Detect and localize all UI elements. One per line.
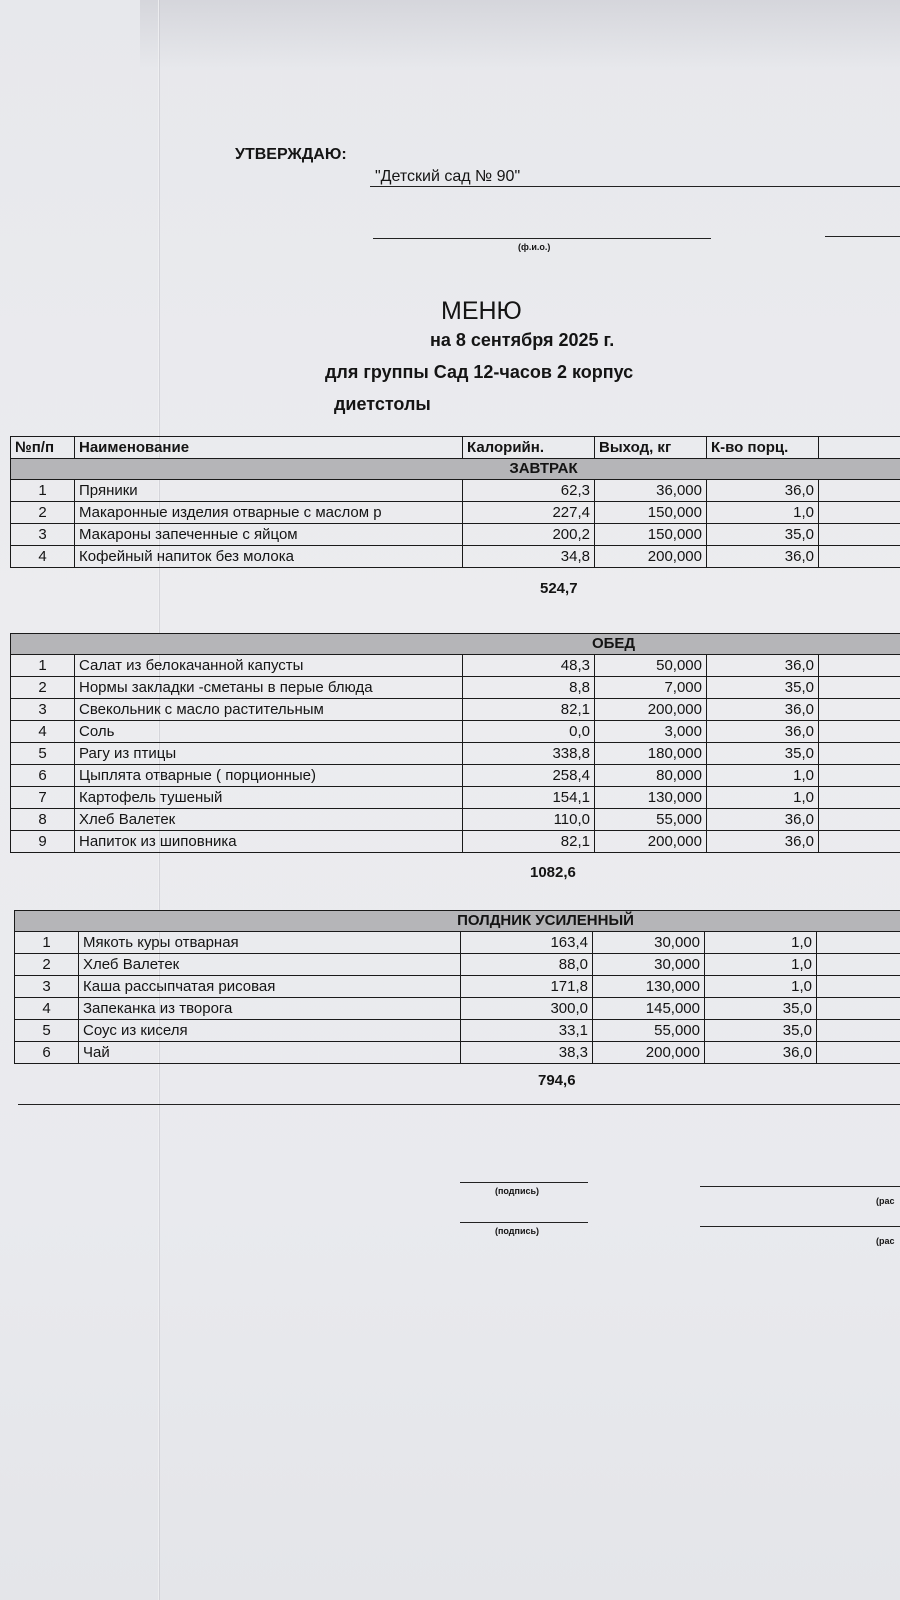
row-yield: 36,000 bbox=[595, 480, 707, 502]
row-name: Пряники bbox=[75, 480, 463, 502]
row-portions: 35,0 bbox=[707, 677, 819, 699]
row-calories: 154,1 bbox=[463, 787, 595, 809]
row-num: 4 bbox=[11, 721, 75, 743]
row-portions: 36,0 bbox=[707, 699, 819, 721]
row-name: Кофейный напиток без молока bbox=[75, 546, 463, 568]
row-extra bbox=[817, 1042, 900, 1064]
row-extra bbox=[819, 655, 900, 677]
section-label-lunch: ОБЕД bbox=[11, 634, 900, 655]
row-portions: 36,0 bbox=[707, 831, 819, 853]
row-num: 6 bbox=[11, 765, 75, 787]
row-calories: 8,8 bbox=[463, 677, 595, 699]
signature-line-approve bbox=[825, 236, 900, 237]
table-row bbox=[11, 765, 900, 787]
row-extra bbox=[817, 954, 900, 976]
row-yield: 200,000 bbox=[595, 831, 707, 853]
row-num: 2 bbox=[11, 677, 75, 699]
row-name: Каша рассыпчатая рисовая bbox=[79, 976, 461, 998]
snack-total: 794,6 bbox=[538, 1072, 576, 1089]
row-name: Чай bbox=[79, 1042, 461, 1064]
row-name: Цыплята отварные ( порционные) bbox=[75, 765, 463, 787]
table-row bbox=[11, 677, 900, 699]
row-yield: 150,000 bbox=[595, 502, 707, 524]
row-yield: 55,000 bbox=[593, 1020, 705, 1042]
row-num: 3 bbox=[11, 524, 75, 546]
row-extra bbox=[819, 787, 900, 809]
name-caption-2: (рас bbox=[876, 1236, 895, 1246]
row-name: Макаронные изделия отварные с маслом р bbox=[75, 502, 463, 524]
snack-rows bbox=[15, 932, 900, 1064]
row-name: Хлеб Валетек bbox=[79, 954, 461, 976]
row-num: 5 bbox=[11, 743, 75, 765]
row-name: Соус из киселя bbox=[79, 1020, 461, 1042]
organization-name: "Детский сад № 90" bbox=[375, 168, 521, 185]
row-calories: 110,0 bbox=[463, 809, 595, 831]
table-row bbox=[11, 502, 900, 524]
header-extra bbox=[819, 437, 900, 459]
row-yield: 130,000 bbox=[593, 976, 705, 998]
fio-line bbox=[373, 238, 711, 239]
row-num: 1 bbox=[15, 932, 79, 954]
snack-table bbox=[14, 910, 900, 1064]
row-yield: 55,000 bbox=[595, 809, 707, 831]
row-portions: 35,0 bbox=[705, 1020, 817, 1042]
paper-bleed-through bbox=[140, 0, 900, 70]
signature-caption-1: (подпись) bbox=[495, 1186, 540, 1196]
row-extra bbox=[817, 932, 900, 954]
row-yield: 150,000 bbox=[595, 524, 707, 546]
name-line-2 bbox=[700, 1226, 900, 1227]
row-portions: 36,0 bbox=[707, 546, 819, 568]
row-portions: 1,0 bbox=[705, 976, 817, 998]
section-row-breakfast bbox=[11, 459, 900, 480]
row-yield: 30,000 bbox=[593, 954, 705, 976]
table-row bbox=[15, 998, 900, 1020]
fio-caption: (ф.и.о.) bbox=[518, 242, 551, 252]
organization-underline bbox=[370, 186, 900, 187]
row-yield: 200,000 bbox=[595, 546, 707, 568]
row-calories: 200,2 bbox=[463, 524, 595, 546]
row-yield: 180,000 bbox=[595, 743, 707, 765]
row-num: 4 bbox=[11, 546, 75, 568]
row-portions: 35,0 bbox=[705, 998, 817, 1020]
signature-line-2 bbox=[460, 1222, 588, 1223]
row-calories: 300,0 bbox=[461, 998, 593, 1020]
row-extra bbox=[817, 1020, 900, 1042]
table-row bbox=[15, 932, 900, 954]
row-name: Хлеб Валетек bbox=[75, 809, 463, 831]
row-calories: 62,3 bbox=[463, 480, 595, 502]
row-yield: 50,000 bbox=[595, 655, 707, 677]
row-num: 2 bbox=[15, 954, 79, 976]
row-name: Мякоть куры отварная bbox=[79, 932, 461, 954]
table-row bbox=[11, 524, 900, 546]
row-extra bbox=[819, 831, 900, 853]
row-name: Напиток из шиповника bbox=[75, 831, 463, 853]
row-extra bbox=[819, 480, 900, 502]
table-row bbox=[11, 480, 900, 502]
row-portions: 36,0 bbox=[707, 655, 819, 677]
document-title: МЕНЮ bbox=[441, 297, 522, 325]
header-yield: Выход, кг bbox=[595, 437, 707, 459]
table-row bbox=[11, 721, 900, 743]
lunch-table bbox=[10, 633, 900, 853]
signature-caption-2: (подпись) bbox=[495, 1226, 540, 1236]
row-calories: 38,3 bbox=[461, 1042, 593, 1064]
breakfast-rows bbox=[11, 480, 900, 568]
row-yield: 130,000 bbox=[595, 787, 707, 809]
row-num: 9 bbox=[11, 831, 75, 853]
row-calories: 227,4 bbox=[463, 502, 595, 524]
section-row-snack bbox=[15, 911, 900, 932]
row-num: 8 bbox=[11, 809, 75, 831]
row-extra bbox=[819, 765, 900, 787]
row-calories: 258,4 bbox=[463, 765, 595, 787]
row-name: Картофель тушеный bbox=[75, 787, 463, 809]
row-portions: 36,0 bbox=[705, 1042, 817, 1064]
row-extra bbox=[819, 524, 900, 546]
lunch-rows bbox=[11, 655, 900, 853]
row-yield: 3,000 bbox=[595, 721, 707, 743]
row-num: 4 bbox=[15, 998, 79, 1020]
header-calories: Калорийн. bbox=[463, 437, 595, 459]
row-portions: 1,0 bbox=[705, 954, 817, 976]
row-portions: 1,0 bbox=[707, 765, 819, 787]
lunch-total: 1082,6 bbox=[530, 864, 576, 881]
row-yield: 145,000 bbox=[593, 998, 705, 1020]
row-extra bbox=[819, 699, 900, 721]
row-extra bbox=[819, 546, 900, 568]
section-label-breakfast: ЗАВТРАК bbox=[11, 459, 900, 480]
header-num: №п/п bbox=[11, 437, 75, 459]
row-portions: 35,0 bbox=[707, 743, 819, 765]
row-name: Рагу из птицы bbox=[75, 743, 463, 765]
row-calories: 88,0 bbox=[461, 954, 593, 976]
table-row bbox=[15, 954, 900, 976]
row-portions: 1,0 bbox=[707, 787, 819, 809]
row-name: Соль bbox=[75, 721, 463, 743]
approval-label: УТВЕРЖДАЮ: bbox=[235, 146, 347, 163]
row-extra bbox=[817, 976, 900, 998]
row-extra bbox=[819, 809, 900, 831]
row-extra bbox=[819, 502, 900, 524]
bottom-rule bbox=[18, 1104, 900, 1105]
section-label-snack: ПОЛДНИК УСИЛЕННЫЙ bbox=[15, 911, 900, 932]
table-row bbox=[11, 655, 900, 677]
row-portions: 36,0 bbox=[707, 721, 819, 743]
row-num: 7 bbox=[11, 787, 75, 809]
name-line-1 bbox=[700, 1186, 900, 1187]
row-name: Нормы закладки -сметаны в перые блюда bbox=[75, 677, 463, 699]
row-calories: 171,8 bbox=[461, 976, 593, 998]
row-calories: 338,8 bbox=[463, 743, 595, 765]
section-row-lunch bbox=[11, 634, 900, 655]
document-diet: диетстолы bbox=[334, 394, 431, 414]
row-calories: 82,1 bbox=[463, 831, 595, 853]
row-name: Свекольник с масло растительным bbox=[75, 699, 463, 721]
table-row bbox=[11, 699, 900, 721]
name-caption-1: (рас bbox=[876, 1196, 895, 1206]
row-calories: 82,1 bbox=[463, 699, 595, 721]
row-portions: 36,0 bbox=[707, 809, 819, 831]
row-portions: 1,0 bbox=[705, 932, 817, 954]
row-num: 3 bbox=[11, 699, 75, 721]
row-calories: 33,1 bbox=[461, 1020, 593, 1042]
row-portions: 1,0 bbox=[707, 502, 819, 524]
row-yield: 30,000 bbox=[593, 932, 705, 954]
breakfast-total: 524,7 bbox=[540, 580, 578, 597]
row-extra bbox=[819, 677, 900, 699]
row-name: Салат из белокачанной капусты bbox=[75, 655, 463, 677]
document-group: для группы Сад 12-часов 2 корпус bbox=[325, 362, 634, 382]
row-portions: 36,0 bbox=[707, 480, 819, 502]
header-portions: К-во порц. bbox=[707, 437, 819, 459]
signature-line-1 bbox=[460, 1182, 588, 1183]
row-extra bbox=[819, 721, 900, 743]
table-row bbox=[11, 831, 900, 853]
row-yield: 200,000 bbox=[593, 1042, 705, 1064]
table-row bbox=[11, 546, 900, 568]
row-num: 1 bbox=[11, 480, 75, 502]
row-yield: 7,000 bbox=[595, 677, 707, 699]
table-row bbox=[11, 809, 900, 831]
row-num: 2 bbox=[11, 502, 75, 524]
row-extra bbox=[817, 998, 900, 1020]
row-num: 5 bbox=[15, 1020, 79, 1042]
table-header-row bbox=[11, 437, 900, 459]
table-row bbox=[15, 1020, 900, 1042]
row-extra bbox=[819, 743, 900, 765]
table-row bbox=[15, 976, 900, 998]
breakfast-table bbox=[10, 436, 900, 568]
row-num: 3 bbox=[15, 976, 79, 998]
row-calories: 163,4 bbox=[461, 932, 593, 954]
row-num: 6 bbox=[15, 1042, 79, 1064]
table-row bbox=[11, 787, 900, 809]
row-num: 1 bbox=[11, 655, 75, 677]
row-calories: 48,3 bbox=[463, 655, 595, 677]
table-row bbox=[11, 743, 900, 765]
table-row bbox=[15, 1042, 900, 1064]
header-name: Наименование bbox=[75, 437, 463, 459]
row-name: Макароны запеченные с яйцом bbox=[75, 524, 463, 546]
row-yield: 200,000 bbox=[595, 699, 707, 721]
document-date: на 8 сентября 2025 г. bbox=[430, 330, 615, 350]
row-calories: 0,0 bbox=[463, 721, 595, 743]
row-calories: 34,8 bbox=[463, 546, 595, 568]
row-name: Запеканка из творога bbox=[79, 998, 461, 1020]
row-yield: 80,000 bbox=[595, 765, 707, 787]
row-portions: 35,0 bbox=[707, 524, 819, 546]
